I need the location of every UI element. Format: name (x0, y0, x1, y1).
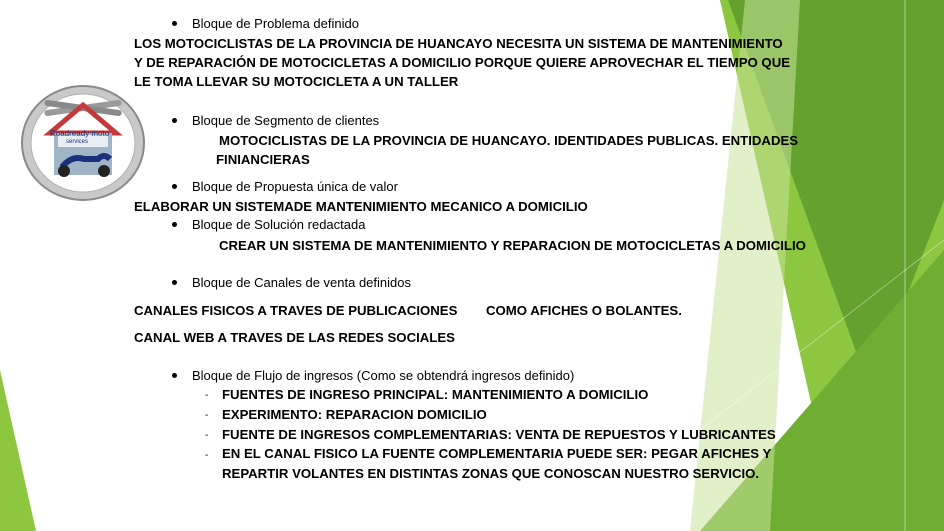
problema-line-1: LOS MOTOCICLISTAS DE LA PROVINCIA DE HUANCAYO NECESITA UN SISTEMA DE MANTENIMIENTO (134, 36, 783, 51)
dash-marker: - (205, 430, 209, 441)
segmento-line-1: MOTOCICLISTAS DE LA PROVINCIA DE HUANCAYO. IDENTIDADES PUBLICAS. ENTIDADES (219, 133, 799, 148)
heading-solucion: Bloque de Solución redactada (192, 217, 366, 232)
ingresos-item-4: EN EL CANAL FISICO LA FUENTE COMPLEMENTARIA PUEDE SER: PEGAR AFICHES Y (222, 446, 772, 461)
ingresos-item-4-cont: REPARTIR VOLANTES EN DISTINTAS ZONAS QUE CONOSCAN NUESTRO SERVICIO. (222, 466, 760, 481)
ingresos-item-2: EXPERIMENTO: REPARACION DOMICILIO (222, 407, 487, 422)
logo-text-line1: Roadready moto (50, 129, 110, 138)
logo-text-line2: services (66, 139, 89, 145)
problema-line-2: Y DE REPARACIÓN DE MOTOCICLETAS A DOMICILIO PORQUE QUIERE APROVECHAR EL TIEMPO QUE (134, 55, 791, 70)
solucion-text: CREAR UN SISTEMA DE MANTENIMIENTO Y REPARACION DE MOTOCICLETAS A DOMICILIO (219, 238, 806, 253)
canales-line-1b: COMO AFICHES O BOLANTES. (486, 303, 682, 318)
bullet (172, 184, 177, 189)
propuesta-text: ELABORAR UN SISTEMADE MANTENIMIENTO MECANICO A DOMICILIO (134, 199, 588, 214)
bullet (172, 280, 177, 285)
problema-line-3: LE TOMA LLEVAR SU MOTOCICLETA A UN TALLER (134, 74, 459, 89)
dash-marker: - (205, 450, 209, 461)
dash-marker: - (205, 410, 209, 421)
bullet (172, 118, 177, 123)
canales-line-2: CANAL WEB A TRAVES DE LAS REDES SOCIALES (134, 330, 455, 345)
bullet (172, 21, 177, 26)
canales-line-1a: CANALES FISICOS A TRAVES DE PUBLICACIONES (134, 303, 458, 318)
segmento-line-2: FINIANCIERAS (216, 152, 310, 167)
heading-propuesta: Bloque de Propuesta única de valor (192, 179, 398, 194)
ingresos-item-1: FUENTES DE INGRESO PRINCIPAL: MANTENIMIENTO A DOMICILIO (222, 387, 649, 402)
heading-segmento: Bloque de Segmento de clientes (192, 113, 380, 128)
roadready-logo (20, 83, 146, 201)
bullet (172, 222, 177, 227)
dash-marker: - (205, 390, 209, 401)
heading-canales: Bloque de Canales de venta definidos (192, 275, 411, 290)
left-corner-shape (0, 370, 36, 531)
heading-problema: Bloque de Problema definido (192, 16, 359, 31)
bullet (172, 373, 177, 378)
ingresos-item-3: FUENTE DE INGRESOS COMPLEMENTARIAS: VENTA DE REPUESTOS Y LUBRICANTES (222, 427, 776, 442)
heading-ingresos: Bloque de Flujo de ingresos (Como se obtendrá ingresos definido) (192, 368, 575, 383)
